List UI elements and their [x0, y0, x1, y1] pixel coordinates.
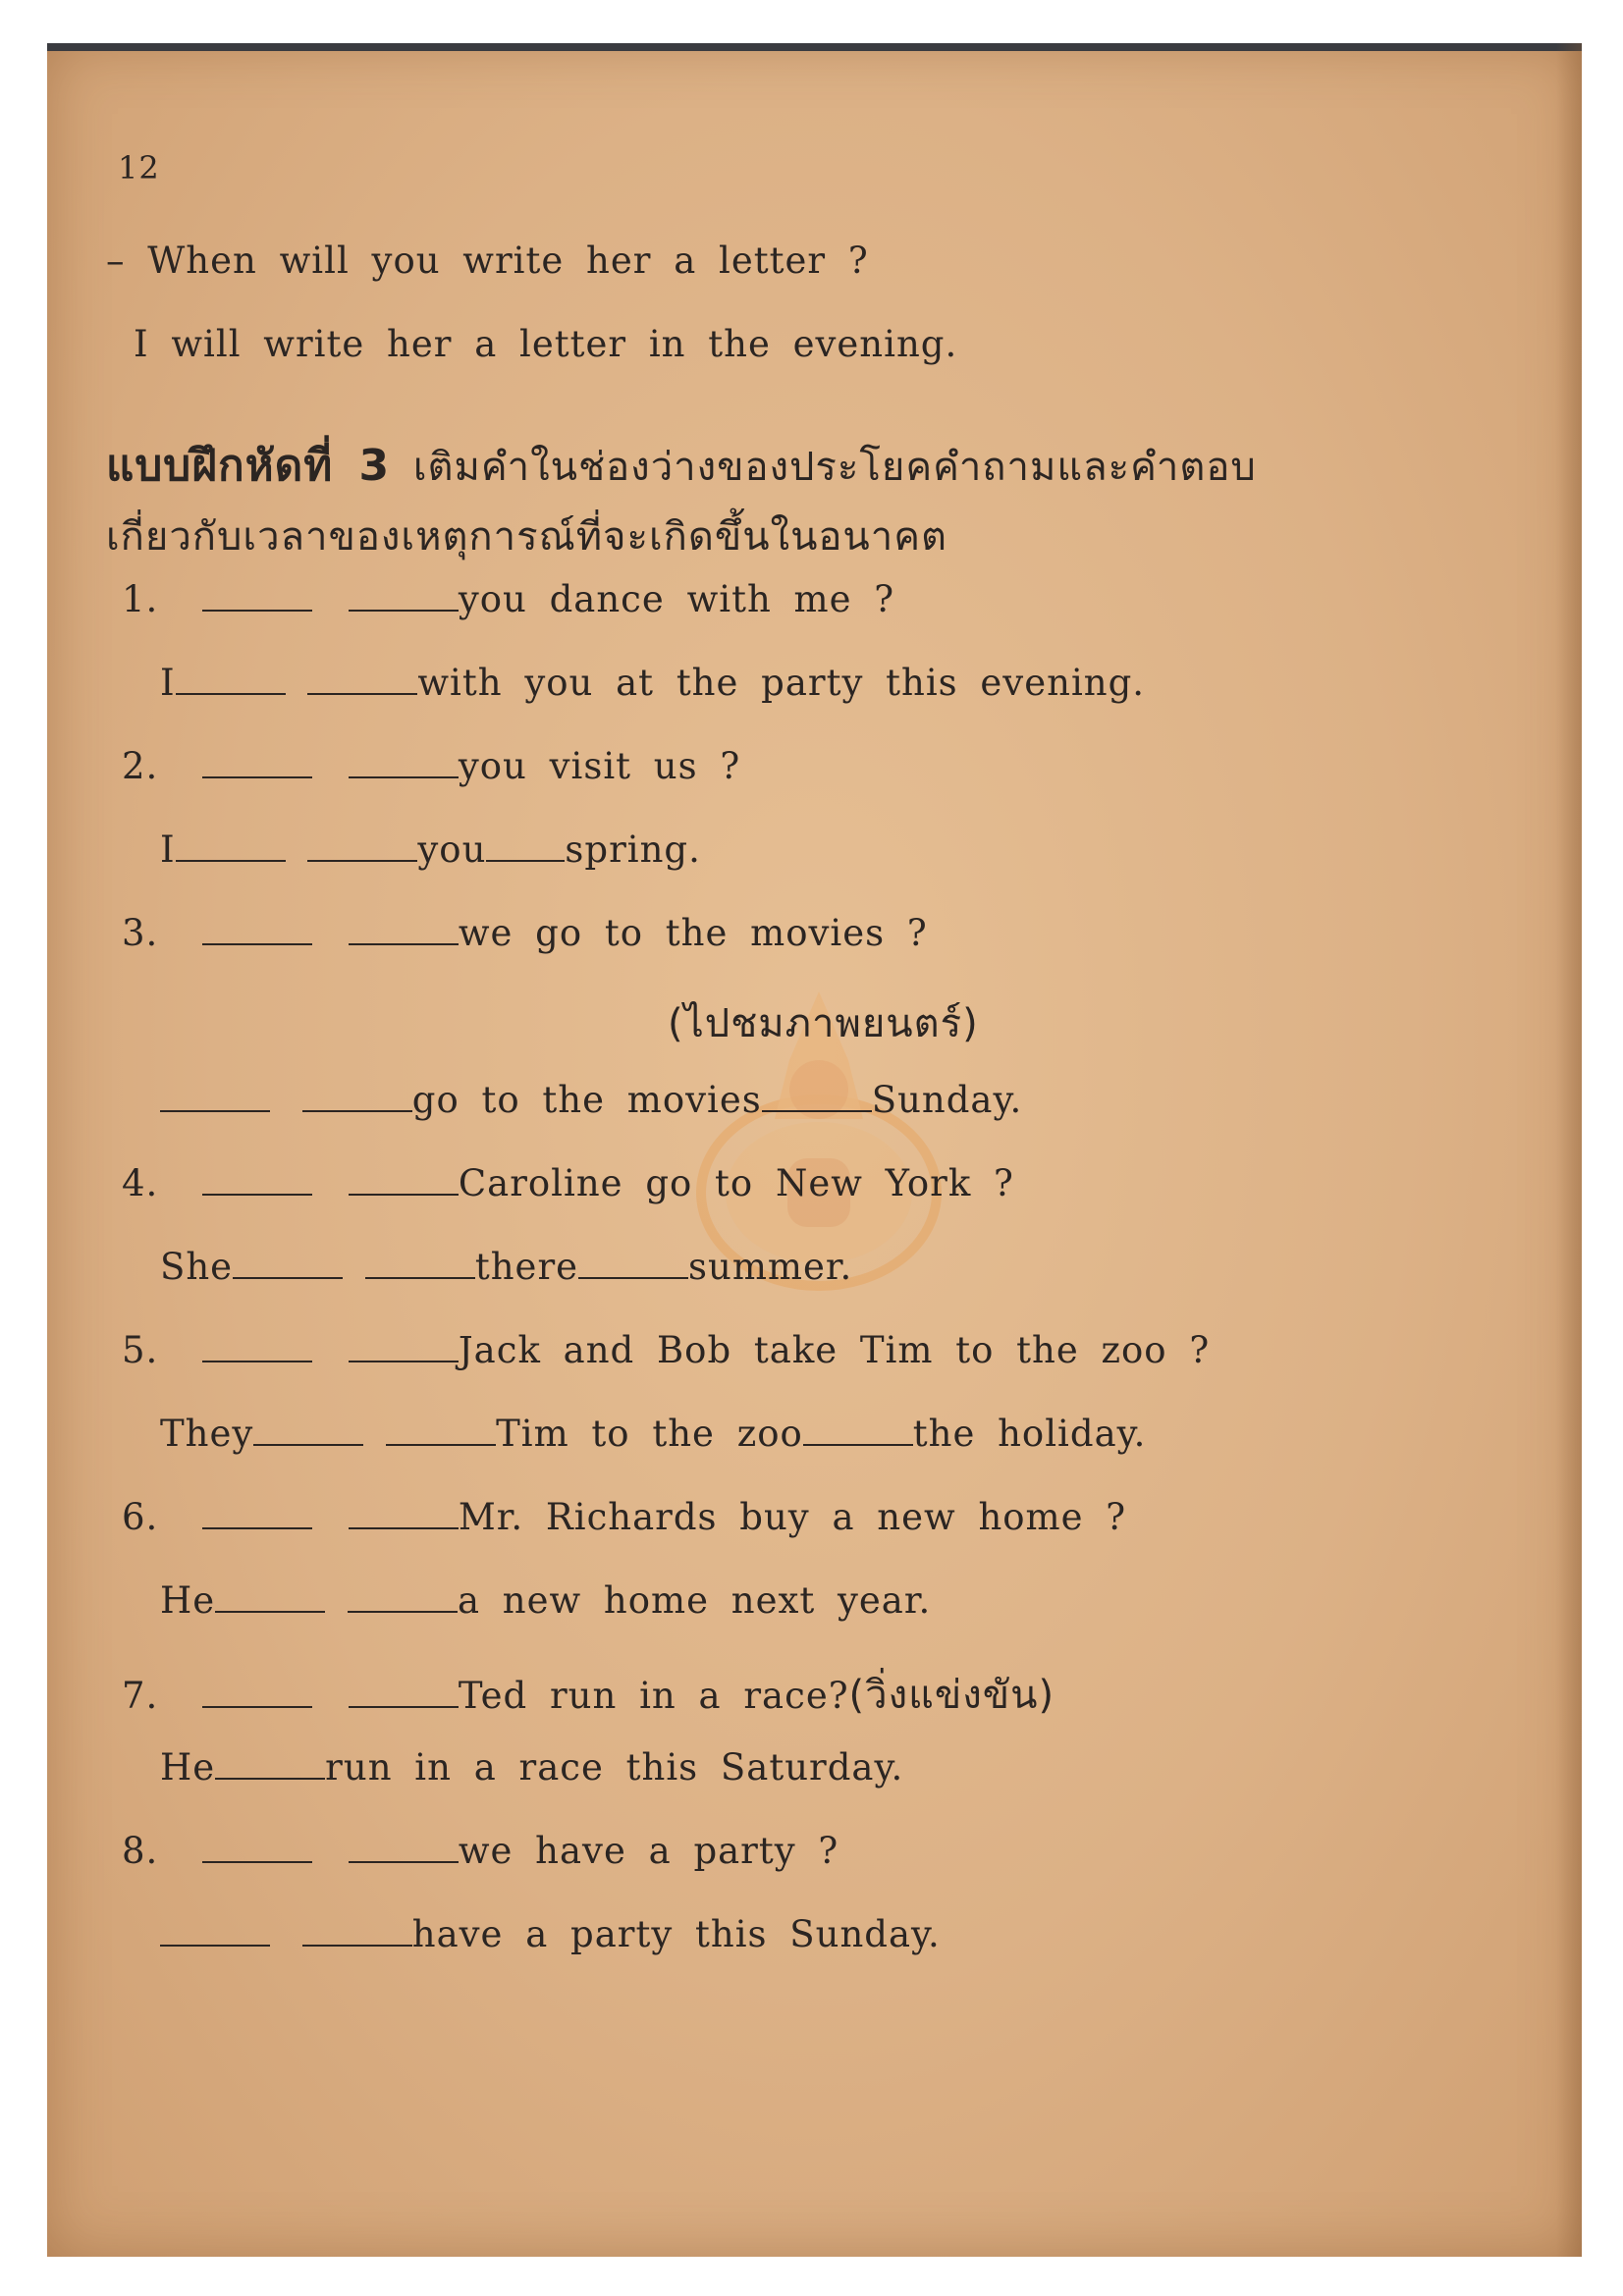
question-text: Ted run in a race? [458, 1675, 849, 1717]
question-text: Mr. Richards buy a new home ? [458, 1496, 1127, 1538]
answer-blank[interactable] [386, 1443, 496, 1446]
answer-text: run in a race this Saturday. [325, 1746, 904, 1789]
item-7-answer [160, 1746, 903, 1789]
item-1-question [122, 578, 894, 620]
answer-text: He [160, 1579, 216, 1622]
answer-text: I [160, 662, 176, 704]
item-number: 4. [122, 1162, 159, 1204]
answer-blank[interactable] [486, 859, 565, 862]
item-3-answer [160, 1079, 1022, 1121]
answer-blank[interactable] [349, 1526, 459, 1529]
answer-blank[interactable] [233, 1276, 343, 1279]
scan-top-edge [47, 43, 1582, 51]
answer-text: Tim to the zoo [496, 1413, 803, 1455]
answer-text: you [417, 828, 487, 871]
scan-right-edge [1556, 43, 1582, 2257]
answer-blank[interactable] [307, 692, 417, 695]
answer-blank[interactable] [302, 1944, 412, 1947]
item-2-answer [160, 828, 701, 871]
answer-blank[interactable] [349, 609, 459, 612]
answer-blank[interactable] [349, 775, 459, 778]
item-5-question [122, 1329, 1210, 1371]
item-number: 7. [122, 1675, 159, 1717]
item-3-note: (ไปชมภาพยนตร์) [668, 1001, 979, 1046]
item-number: 8. [122, 1830, 159, 1872]
answer-blank[interactable] [349, 1705, 459, 1708]
answer-text: I [160, 828, 176, 871]
example-answer: I will write her a letter in the evening. [134, 323, 958, 365]
answer-blank[interactable] [349, 1193, 459, 1196]
item-1-answer [160, 662, 1145, 704]
answer-blank[interactable] [176, 692, 286, 695]
answer-text: spring. [565, 828, 701, 871]
answer-text: the holiday. [912, 1413, 1147, 1455]
item-number: 2. [122, 745, 159, 787]
item-6-answer [160, 1579, 931, 1622]
question-text: Jack and Bob take Tim to the zoo ? [458, 1329, 1211, 1371]
answer-text: go to the movies [411, 1079, 762, 1121]
answer-blank[interactable] [215, 1610, 325, 1613]
exercise-instruction-1: เติมคำในช่องว่างของประโยคคำถามและคำตอบ [412, 445, 1257, 490]
answer-blank[interactable] [349, 1360, 459, 1362]
answer-blank[interactable] [215, 1777, 325, 1780]
example-question: – When will you write her a letter ? [106, 240, 869, 282]
answer-text: with you at the party this evening. [417, 662, 1146, 704]
answer-blank[interactable] [202, 942, 312, 945]
answer-text: They [160, 1413, 254, 1455]
item-3-question [122, 912, 928, 954]
item-8-question [122, 1830, 839, 1872]
item-8-answer [160, 1913, 941, 1955]
question-text: Caroline go to New York ? [458, 1162, 1014, 1204]
answer-text: there [474, 1246, 579, 1288]
answer-text: summer. [688, 1246, 853, 1288]
question-text: you visit us ? [458, 745, 741, 787]
question-text: you dance with me ? [458, 578, 895, 620]
answer-text: She [160, 1246, 234, 1288]
answer-blank[interactable] [348, 1610, 458, 1613]
answer-blank[interactable] [365, 1276, 475, 1279]
answer-blank[interactable] [302, 1109, 412, 1112]
answer-text: a new home next year. [457, 1579, 932, 1622]
answer-blank[interactable] [253, 1443, 363, 1446]
answer-blank[interactable] [160, 1109, 270, 1112]
item-7-note: (วิ่งแข่งขัน) [848, 1673, 1055, 1718]
answer-text: have a party this Sunday. [411, 1913, 941, 1955]
item-number: 5. [122, 1329, 159, 1371]
answer-blank[interactable] [202, 1705, 312, 1708]
item-number: 1. [122, 578, 159, 620]
exercise-instruction-2: เกี่ยวกับเวลาของเหตุการณ์ที่จะเกิดขึ้นในอนาคต [106, 514, 947, 560]
item-5-answer [160, 1413, 1146, 1455]
document-page [47, 43, 1582, 2257]
item-4-question [122, 1162, 1014, 1204]
answer-blank[interactable] [202, 1526, 312, 1529]
answer-blank[interactable] [202, 775, 312, 778]
answer-blank[interactable] [176, 859, 286, 862]
question-text: we have a party ? [458, 1830, 839, 1872]
answer-blank[interactable] [307, 859, 417, 862]
answer-blank[interactable] [160, 1944, 270, 1947]
answer-blank[interactable] [202, 1193, 312, 1196]
item-2-question [122, 745, 740, 787]
item-6-question [122, 1496, 1126, 1538]
item-number: 6. [122, 1496, 159, 1538]
item-7-question [122, 1663, 1055, 1726]
answer-blank[interactable] [349, 1860, 459, 1863]
page-number: 12 [118, 149, 160, 187]
answer-blank[interactable] [578, 1276, 688, 1279]
answer-blank[interactable] [349, 942, 459, 945]
item-number: 3. [122, 912, 159, 954]
item-4-answer [160, 1246, 852, 1288]
answer-text: He [160, 1746, 216, 1789]
answer-text: Sunday. [871, 1079, 1023, 1121]
exercise-title: แบบฝึกหัดที่ 3 [106, 441, 391, 491]
answer-blank[interactable] [202, 1360, 312, 1362]
question-text: we go to the movies ? [458, 912, 928, 954]
answer-blank[interactable] [202, 609, 312, 612]
exercise-heading [106, 431, 1257, 500]
answer-blank[interactable] [803, 1443, 913, 1446]
answer-blank[interactable] [202, 1860, 312, 1863]
answer-blank[interactable] [762, 1109, 872, 1112]
